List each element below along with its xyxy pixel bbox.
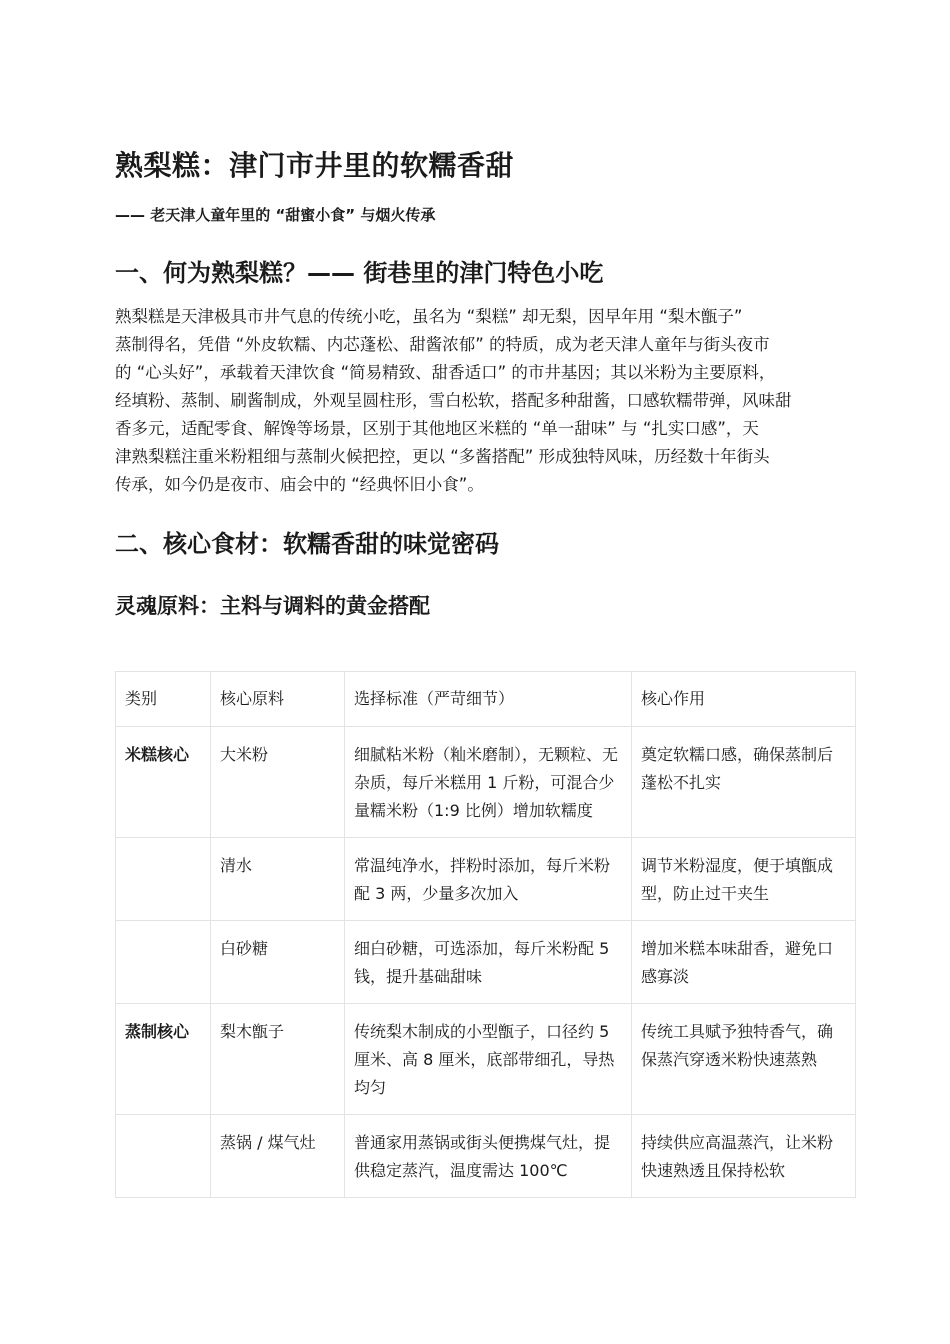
header-material: 核心原料 bbox=[211, 672, 345, 727]
cell-standard: 普通家用蒸锅或街头便携煤气灶，提供稳定蒸汽，温度需达 100℃ bbox=[345, 1115, 632, 1198]
cell-standard: 传统梨木制成的小型甑子，口径约 5 厘米、高 8 厘米，底部带细孔，导热均匀 bbox=[345, 1004, 632, 1115]
cell-material: 蒸锅 / 煤气灶 bbox=[211, 1115, 345, 1198]
cell-category: 蒸制核心 bbox=[116, 1004, 211, 1115]
table-row bbox=[116, 727, 856, 838]
table-header-row bbox=[116, 672, 856, 727]
paragraph-line: 津熟梨糕注重米粉粗细与蒸制火候把控，更以 “多酱搭配” 形成独特风味，历经数十年街头 bbox=[115, 447, 770, 466]
cell-standard: 常温纯净水，拌粉时添加，每斤米粉配 3 两，少量多次加入 bbox=[345, 838, 632, 921]
paragraph-line: 熟梨糕是天津极具市井气息的传统小吃，虽名为 “梨糕” 却无梨，因早年用 “梨木甑子” bbox=[115, 307, 743, 326]
table-row bbox=[116, 1004, 856, 1115]
document-title: 熟梨糕：津门市井里的软糯香甜 bbox=[115, 149, 515, 182]
cell-material: 清水 bbox=[211, 838, 345, 921]
document-subtitle: —— 老天津人童年里的 “甜蜜小食” 与烟火传承 bbox=[115, 206, 436, 224]
table-row bbox=[116, 1115, 856, 1198]
cell-role: 奠定软糯口感，确保蒸制后蓬松不扎实 bbox=[632, 727, 856, 838]
paragraph-line: 经填粉、蒸制、刷酱制成，外观呈圆柱形，雪白松软，搭配多种甜酱，口感软糯带弹，风味甜 bbox=[115, 391, 792, 410]
cell-category bbox=[116, 921, 211, 1004]
cell-standard: 细白砂糖，可选添加，每斤米粉配 5 钱，提升基础甜味 bbox=[345, 921, 632, 1004]
table-row bbox=[116, 921, 856, 1004]
cell-standard: 细腻粘米粉（籼米磨制），无颗粒、无杂质，每斤米糕用 1 斤粉，可混合少量糯米粉（1:9 比例）增加软糯度 bbox=[345, 727, 632, 838]
ingredients-table bbox=[115, 671, 856, 1198]
cell-role: 调节米粉湿度，便于填甑成型，防止过干夹生 bbox=[632, 838, 856, 921]
paragraph-line: 的 “心头好”，承载着天津饮食 “简易精致、甜香适口” 的市井基因；其以米粉为主要原料， bbox=[115, 363, 776, 382]
cell-material: 白砂糖 bbox=[211, 921, 345, 1004]
section2-subheading: 灵魂原料：主料与调料的黄金搭配 bbox=[115, 594, 430, 618]
cell-category bbox=[116, 838, 211, 921]
cell-category: 米糕核心 bbox=[116, 727, 211, 838]
cell-category bbox=[116, 1115, 211, 1198]
cell-material: 大米粉 bbox=[211, 727, 345, 838]
paragraph-line: 传承，如今仍是夜市、庙会中的 “经典怀旧小食”。 bbox=[115, 475, 484, 494]
header-category: 类别 bbox=[116, 672, 211, 727]
header-standard: 选择标准（严苛细节） bbox=[345, 672, 632, 727]
cell-material: 梨木甑子 bbox=[211, 1004, 345, 1115]
paragraph-line: 香多元，适配零食、解馋等场景，区别于其他地区米糕的 “单一甜味” 与 “扎实口感”，天 bbox=[115, 419, 759, 438]
section1-paragraph bbox=[115, 303, 850, 499]
cell-role: 持续供应高温蒸汽，让米粉快速熟透且保持松软 bbox=[632, 1115, 856, 1198]
cell-role: 增加米糕本味甜香，避免口感寡淡 bbox=[632, 921, 856, 1004]
table-row bbox=[116, 838, 856, 921]
header-role: 核心作用 bbox=[632, 672, 856, 727]
section1-heading: 一、何为熟梨糕？—— 街巷里的津门特色小吃 bbox=[115, 259, 604, 287]
paragraph-line: 蒸制得名，凭借 “外皮软糯、内芯蓬松、甜酱浓郁” 的特质，成为老天津人童年与街头夜市 bbox=[115, 335, 770, 354]
section2-heading: 二、核心食材：软糯香甜的味觉密码 bbox=[115, 530, 499, 558]
cell-role: 传统工具赋予独特香气，确保蒸汽穿透米粉快速蒸熟 bbox=[632, 1004, 856, 1115]
